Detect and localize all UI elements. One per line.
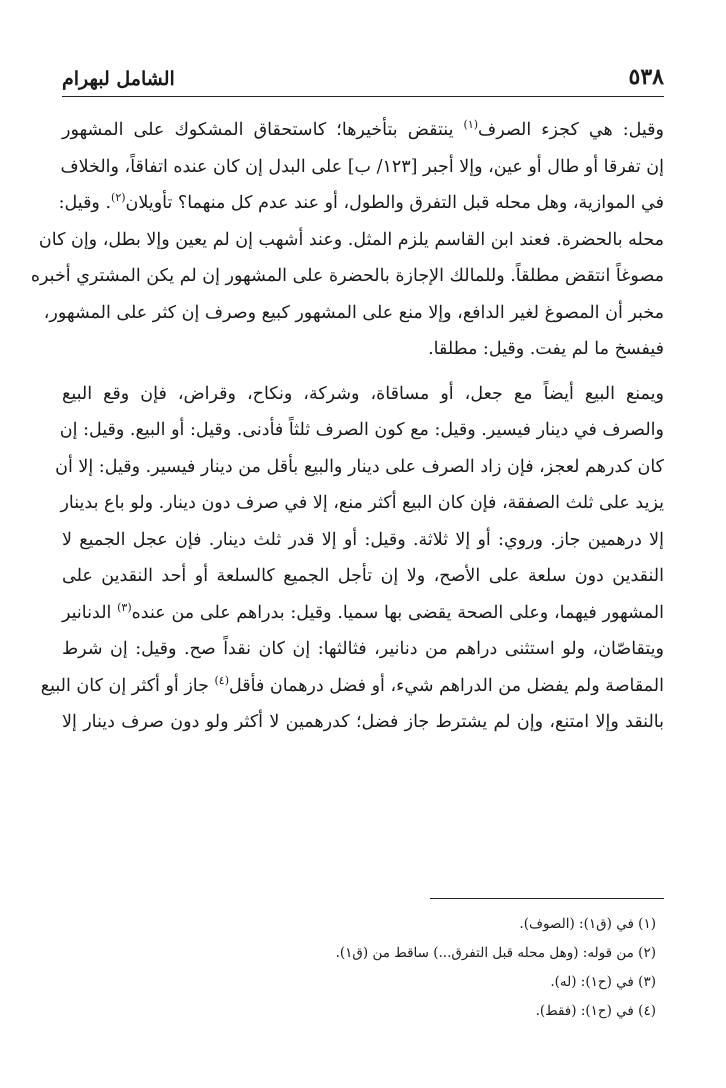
footnote-4: (٤) في (ح١): (فقط). [535, 1003, 656, 1019]
paragraph-1 [30, 112, 664, 368]
footnote-marker[interactable]: (٢) [111, 191, 126, 205]
text-line: فيفسخ ما لم يفت. وقيل: مطلقا. [428, 339, 664, 359]
footnote-marker[interactable]: (٣) [117, 600, 132, 614]
text-line: النقدين دون سلعة على الأصح، ولا إن تأجل الجميع كالسلعة أو أحد النقدين على [62, 566, 664, 586]
text-line: في الموازية، وهل محله قبل التفرق والطول، أو عند عدم كل منهما؟ تأويلان$^{(٢)}$. وقيل: [58, 191, 664, 213]
text-line: يزيد على ثلث الصفقة، فإن كان البيع أكثر منع، إلا في صرف دون دينار. ولو باع بدينار [60, 493, 664, 513]
text-line: المشهور فيهما، وعلى الصحة يقضى بها سميا. وقيل: بدراهم على من عنده$^{(٣)}$ الدنانير [62, 600, 664, 623]
footnote-2: (٢) من قوله: (وهل محله قبل التفرق...) ساقط من (ق١). [335, 945, 656, 961]
text-line: إلا درهمين جاز. وروي: أو إلا ثلاثة. وقيل: أو إلا قدر ثلث دينار. فإن عجل الجميع لا [62, 529, 664, 550]
text-line: مخبر أن المصوغ لغير الدافع، وإلا منع على المشهور كبيع وصرف إن كثر على المشهور، [43, 302, 664, 323]
footnote-3: (٣) في (ح١): (له). [550, 974, 656, 990]
text-line: والصرف في دينار فيسير. وقيل: مع كون الصرف ثلثاً فأدنى. وقيل: أو البيع. وقيل: إن [59, 420, 664, 440]
text-line: كان كدرهم لعجز، فإن زاد الصرف على دينار والبيع بأقل من دينار فيسير. وقيل: إلا أن [55, 456, 664, 477]
page-number: ٥٣٨ [628, 64, 664, 90]
text-line: ويمنع البيع أيضاً مع جعل، أو مساقاة، وشركة، ونكاح، وقراض، فإن وقع البيع [62, 383, 664, 404]
paragraph-2 [40, 376, 664, 741]
text-line: مصوغاً انتقض مطلقاً. وللمالك الإجازة بالحضرة على المشهور إن لم يكن المشتري أخبره [30, 266, 664, 286]
text-line: المقاصة ولم يفضل من الدراهم شيء، أو فضل درهمان فأقل$^{(٤)}$ جاز أو أكثر إن كان البيع [40, 673, 664, 696]
footnote-marker[interactable]: (١) [463, 118, 479, 132]
running-title: الشامل لبهرام [62, 68, 175, 90]
footnote-marker[interactable]: (٤) [214, 673, 230, 687]
text-line: وقيل: هي كجزء الصرف$^{(١)}$ ينتقض بتأخيرها؛ كاستحقاق المشكوك على المشهور [62, 118, 664, 140]
text-line: بالنقد وإلا امتنع، وإن لم يشترط جاز فضل؛ كدرهمين لا أكثر ولو دون صرف دينار إلا [62, 712, 664, 732]
footnote-divider [430, 898, 664, 899]
footnotes [62, 910, 656, 1026]
footnote-1: (١) في (ق١): (الصوف). [519, 916, 656, 932]
text-line: إن تفرقا أو طال أو عين، وإلا أجبر [١٢٣/ ب] على البدل إن كان عنده اتفاقاً، والخلاف [60, 156, 664, 177]
text-line: محله بالحضرة. فعند ابن القاسم يلزم المثل. وعند أشهب إن لم يعين وإلا بطل، وإن كان [38, 229, 664, 250]
text-line: ويتقاصّان، ولو استثنى دراهم من دنانير، فثالثها: إن كان نقداً صح. وقيل: إن شرط [62, 639, 664, 659]
page-header [62, 56, 664, 97]
main-text [30, 112, 664, 741]
